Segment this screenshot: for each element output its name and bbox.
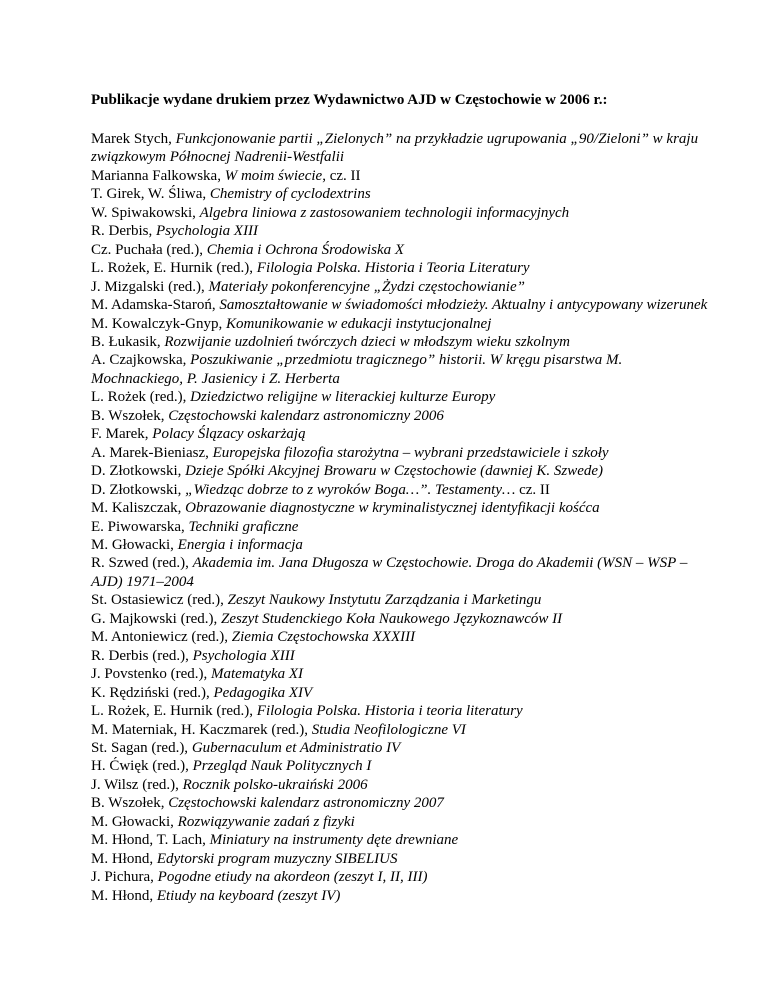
publication-list	[91, 130, 711, 905]
entry-title: Komunikowanie w edukacji instytucjonalnej	[225, 315, 492, 332]
entry-author: L. Rożek (red.),	[91, 389, 191, 406]
publication-entry	[91, 278, 711, 296]
entry-author: Cz. Puchała (red.),	[91, 241, 207, 258]
entry-author: B. Łukasik,	[91, 333, 165, 350]
entry-title: Matematyka XI	[211, 666, 304, 683]
entry-author: B. Wszołek,	[91, 407, 169, 424]
entry-title: Obrazowanie diagnostyczne w kryminalistycznej identyfikacji kośćca	[185, 500, 600, 517]
entry-author: M. Kaliszczak,	[91, 500, 186, 517]
entry-author: W. Spiwakowski,	[91, 204, 200, 221]
entry-title: Dzieje Spółki Akcyjnej Browaru w Częstochowie (dawniej K. Szwede)	[185, 463, 604, 480]
entry-author: M. Głowacki,	[91, 813, 178, 830]
entry-author: St. Ostasiewicz (red.),	[91, 592, 228, 609]
entry-title: Gubernaculum et Administratio IV	[191, 739, 401, 756]
entry-author: J. Povstenko (red.),	[91, 666, 211, 683]
entry-title: Chemistry of cyclodextrins	[209, 186, 371, 203]
entry-author: A. Marek-Bieniasz,	[91, 444, 213, 461]
publication-entry	[91, 591, 711, 609]
entry-title: Techniki graficzne	[188, 518, 299, 535]
publication-entry	[91, 887, 711, 905]
publication-entry	[91, 296, 711, 314]
entry-author: M. Kowalczyk-Gnyp,	[91, 315, 226, 332]
publication-entry	[91, 739, 711, 757]
publication-entry	[91, 481, 711, 499]
entry-title: Dziedzictwo religijne w literackiej kulturze Europy	[190, 389, 496, 406]
entry-title: Rozwijanie uzdolnień twórczych dzieci w młodszym wieku szkolnym	[164, 333, 570, 350]
entry-author: L. Rożek, E. Hurnik (red.),	[91, 260, 257, 277]
entry-author: E. Piwowarska,	[91, 518, 189, 535]
publication-entry	[91, 684, 711, 702]
publication-entry	[91, 776, 711, 794]
entry-title: Częstochowski kalendarz astronomiczny 2007	[168, 795, 444, 812]
publication-entry	[91, 444, 711, 462]
publication-entry	[91, 130, 711, 167]
entry-title: Energia i informacja	[177, 536, 303, 553]
entry-title: Funkcjonowanie partii „Zielonych” na przykładzie ugrupowania „90/Zieloni” w kraju związkowym Północnej Nadrenii-Westfalii	[91, 131, 699, 166]
entry-title: Rocznik polsko-ukraiński 2006	[182, 776, 368, 793]
entry-author: J. Mizgalski (red.),	[91, 278, 209, 295]
entry-author: M. Antoniewicz (red.),	[91, 629, 232, 646]
publication-entry	[91, 628, 711, 646]
publication-entry	[91, 499, 711, 517]
entry-suffix: , cz. II	[322, 167, 361, 184]
entry-title: Filologia Polska. Historia i teoria literatury	[256, 703, 523, 720]
entry-title: Pogodne etiudy na akordeon (zeszyt I, II, III)	[157, 869, 428, 886]
entry-title: Etiudy na keyboard (zeszyt IV)	[156, 887, 341, 904]
entry-author: Marianna Falkowska,	[91, 167, 225, 184]
entry-title: Psychologia XIII	[156, 223, 259, 240]
publication-entry	[91, 813, 711, 831]
entry-author: R. Szwed (red.),	[91, 555, 193, 572]
entry-title: Ziemia Częstochowska XXXIII	[231, 629, 416, 646]
entry-author: L. Rożek, E. Hurnik (red.),	[91, 703, 257, 720]
entry-author: J. Pichura,	[91, 869, 158, 886]
entry-title: W moim świecie	[224, 167, 323, 184]
publication-entry	[91, 204, 711, 222]
publication-entry	[91, 351, 711, 388]
entry-author: H. Ćwięk (red.),	[91, 758, 193, 775]
entry-author: T. Girek, W. Śliwa,	[91, 186, 210, 203]
entry-title: Zeszyt Naukowy Instytutu Zarządzania i Marketingu	[227, 592, 542, 609]
entry-author: M. Hłond,	[91, 887, 157, 904]
entry-title: Przegląd Nauk Politycznych I	[192, 758, 372, 775]
publication-entry	[91, 536, 711, 554]
entry-title: Chemia i Ochrona Środowiska X	[206, 241, 405, 258]
document-heading: Publikacje wydane drukiem przez Wydawnictwo AJD w Częstochowie w 2006 r.:	[91, 92, 608, 108]
entry-title: „Wiedząc dobrze to z wyroków Boga…”. Testamenty…	[185, 481, 516, 498]
entry-author: J. Wilsz (red.),	[91, 776, 183, 793]
entry-author: Marek Stych,	[91, 131, 176, 147]
entry-author: G. Majkowski (red.),	[91, 610, 221, 627]
publication-entry	[91, 850, 711, 868]
publication-entry	[91, 167, 711, 185]
publication-entry	[91, 610, 711, 628]
entry-title: Częstochowski kalendarz astronomiczny 2006	[168, 407, 444, 424]
publication-entry	[91, 647, 711, 665]
publication-entry	[91, 665, 711, 683]
entry-title: Rozwiązywanie zadań z fizyki	[177, 813, 355, 830]
document-page	[91, 91, 711, 905]
entry-author: R. Derbis,	[91, 223, 156, 240]
entry-author: M. Głowacki,	[91, 536, 178, 553]
publication-entry	[91, 702, 711, 720]
entry-title: Zeszyt Studenckiego Koła Naukowego Językoznawców II	[220, 610, 563, 627]
entry-title: Studia Neofilologiczne VI	[311, 721, 466, 738]
publication-entry	[91, 462, 711, 480]
entry-author: M. Adamska-Staroń,	[91, 297, 220, 314]
entry-title: Samoształtowanie w świadomości młodzieży. Aktualny i antycypowany wizerunek	[219, 297, 708, 314]
entry-title: Filologia Polska. Historia i Teoria Literatury	[256, 260, 530, 277]
entry-title: Psychologia XIII	[192, 647, 295, 664]
publication-entry	[91, 721, 711, 739]
publication-entry	[91, 554, 711, 591]
entry-author: K. Rędziński (red.),	[91, 684, 214, 701]
entry-author: F. Marek,	[91, 426, 153, 443]
entry-author: St. Sagan (red.),	[91, 739, 192, 756]
entry-author: A. Czajkowska,	[91, 352, 191, 369]
entry-suffix: cz. II	[515, 481, 550, 498]
entry-title: Akademia im. Jana Długosza w Częstochowie. Droga do Akademii (WSN – WSP – AJD) 1971–2004	[91, 555, 688, 590]
publication-entry	[91, 185, 711, 203]
publication-entry	[91, 259, 711, 277]
entry-title: Europejska filozofia starożytna – wybrani przedstawiciele i szkoły	[212, 444, 609, 461]
publication-entry	[91, 757, 711, 775]
entry-author: M. Hłond, T. Lach,	[91, 832, 210, 849]
entry-author: R. Derbis (red.),	[91, 647, 193, 664]
publication-entry	[91, 868, 711, 886]
publication-entry	[91, 407, 711, 425]
publication-entry	[91, 831, 711, 849]
publication-entry	[91, 315, 711, 333]
entry-title: Materiały pokonferencyjne „Żydzi częstochowianie”	[208, 278, 525, 295]
entry-title: Algebra liniowa z zastosowaniem technologii informacyjnych	[199, 204, 570, 221]
publication-entry	[91, 222, 711, 240]
publication-entry	[91, 333, 711, 351]
entry-title: Polacy Ślązacy oskarżają	[152, 426, 306, 443]
entry-author: M. Hłond,	[91, 850, 157, 867]
publication-entry	[91, 241, 711, 259]
publication-entry	[91, 794, 711, 812]
entry-title: Miniatury na instrumenty dęte drewniane	[209, 832, 459, 849]
publication-entry	[91, 425, 711, 443]
publication-entry	[91, 518, 711, 536]
entry-title: Poszukiwanie „przedmiotu tragicznego” historii. W kręgu pisarstwa M. Mochnackiego, P. Jasienicy i Z. Herberta	[91, 352, 623, 387]
entry-title: Pedagogika XIV	[213, 684, 313, 701]
publication-entry	[91, 388, 711, 406]
entry-author: M. Materniak, H. Kaczmarek (red.),	[91, 721, 312, 738]
entry-author: B. Wszołek,	[91, 795, 169, 812]
entry-author: D. Złotkowski,	[91, 463, 186, 480]
entry-title: Edytorski program muzyczny SIBELIUS	[156, 850, 398, 867]
entry-author: D. Złotkowski,	[91, 481, 186, 498]
